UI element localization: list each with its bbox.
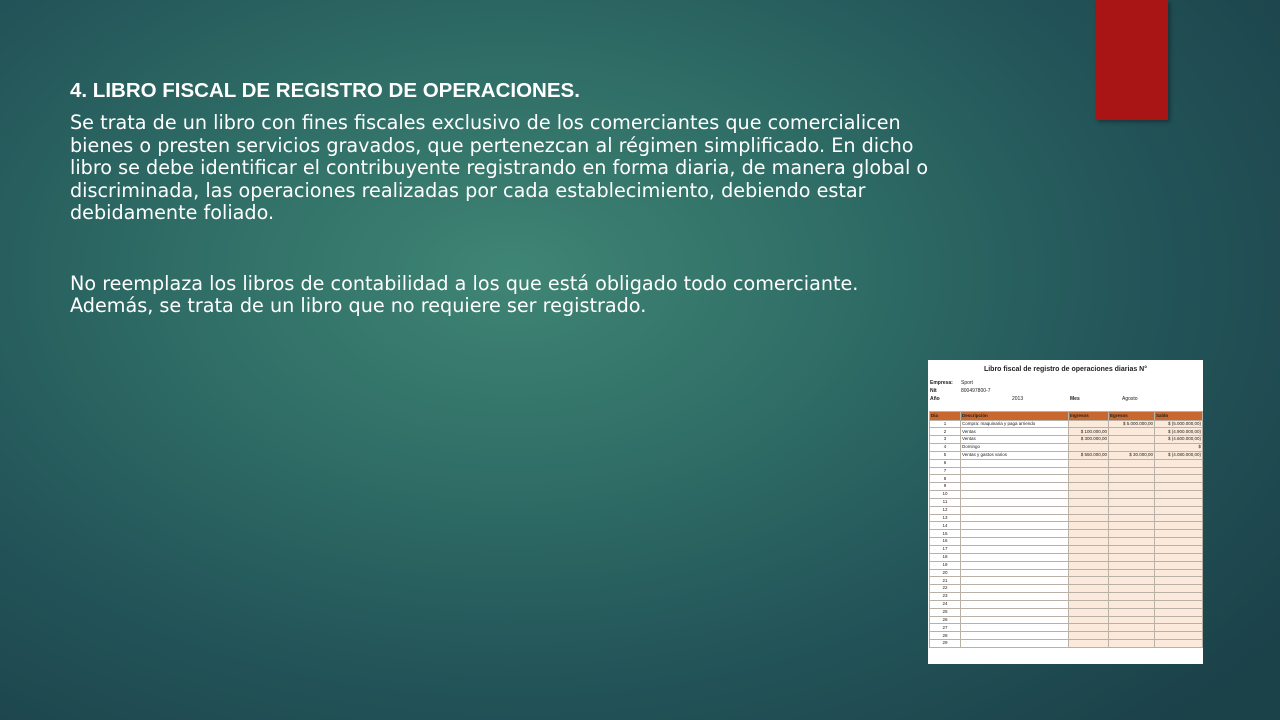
cell-saldo: $ (4.080.000,00) [1155,451,1203,459]
cell-descripcion: Ventas [961,436,1069,444]
cell-dia: 5 [930,451,961,459]
cell-dia: 28 [930,632,961,640]
cell-dia: 14 [930,522,961,530]
cell-egresos [1109,491,1155,499]
cell-ingresos [1069,640,1109,648]
cell-descripcion [961,514,1069,522]
cell-ingresos [1069,538,1109,546]
cell-ingresos [1069,624,1109,632]
table-row [930,553,1203,561]
table-row [930,522,1203,530]
spreadsheet-image [928,360,1203,664]
table-row [930,491,1203,499]
header-egresos: Egresos [1109,412,1155,421]
table-row [930,498,1203,506]
cell-ingresos [1069,577,1109,585]
table-row [930,483,1203,491]
cell-saldo [1155,506,1203,514]
table-row [930,475,1203,483]
cell-ingresos [1069,444,1109,452]
cell-ingresos [1069,561,1109,569]
paragraph-notes [70,273,950,318]
cell-saldo [1155,546,1203,554]
cell-dia: 10 [930,491,961,499]
mes-label: Mes [1070,396,1080,402]
cell-egresos [1109,483,1155,491]
cell-ingresos: $ 550.000,00 [1069,451,1109,459]
table-row [930,546,1203,554]
cell-dia: 13 [930,514,961,522]
cell-saldo [1155,593,1203,601]
cell-saldo [1155,475,1203,483]
cell-descripcion [961,561,1069,569]
header-descripcion: Descripción [961,412,1069,421]
cell-descripcion [961,632,1069,640]
cell-descripcion [961,475,1069,483]
cell-ingresos [1069,467,1109,475]
nit-label: Nit [930,388,937,394]
table-row [930,444,1203,452]
cell-dia: 9 [930,483,961,491]
cell-saldo: $ (4.900.000,00) [1155,428,1203,436]
cell-ingresos [1069,491,1109,499]
table-header-row [930,412,1203,421]
cell-saldo [1155,553,1203,561]
cell-descripcion [961,608,1069,616]
cell-descripcion [961,522,1069,530]
table-row [930,538,1203,546]
cell-dia: 25 [930,608,961,616]
cell-egresos: $ 5.000.000,00 [1109,420,1155,428]
cell-egresos [1109,561,1155,569]
cell-descripcion [961,553,1069,561]
table-row [930,459,1203,467]
cell-ingresos: $ 100.000,00 [1069,428,1109,436]
cell-dia: 11 [930,498,961,506]
header-dia: Dia [930,412,961,421]
slide-body [70,78,950,318]
cell-saldo: $ [1155,444,1203,452]
cell-egresos [1109,514,1155,522]
cell-descripcion [961,593,1069,601]
cell-descripcion [961,577,1069,585]
cell-egresos [1109,577,1155,585]
spreadsheet-title: Libro fiscal de registro de operaciones diarias N° [983,366,1148,373]
cell-egresos [1109,616,1155,624]
cell-egresos [1109,585,1155,593]
cell-saldo [1155,491,1203,499]
cell-egresos [1109,546,1155,554]
cell-egresos [1109,640,1155,648]
table-row [930,600,1203,608]
table-row [930,428,1203,436]
cell-egresos [1109,600,1155,608]
cell-saldo [1155,498,1203,506]
cell-dia: 4 [930,444,961,452]
anio-value: 2013 [1012,396,1024,402]
table-row [930,632,1203,640]
cell-saldo [1155,467,1203,475]
cell-ingresos [1069,608,1109,616]
cell-descripcion [961,530,1069,538]
cell-ingresos [1069,522,1109,530]
cell-descripcion [961,538,1069,546]
table-row [930,514,1203,522]
cell-saldo: $ (4.600.000,00) [1155,436,1203,444]
cell-egresos [1109,538,1155,546]
cell-saldo [1155,514,1203,522]
cell-dia: 6 [930,459,961,467]
cell-descripcion [961,506,1069,514]
table-row [930,640,1203,648]
cell-descripcion: Domingo [961,444,1069,452]
table-row [930,506,1203,514]
nit-value: 800497800-7 [961,388,991,394]
cell-saldo [1155,522,1203,530]
cell-dia: 16 [930,538,961,546]
cell-dia: 7 [930,467,961,475]
table-row [930,608,1203,616]
cell-dia: 24 [930,600,961,608]
cell-dia: 21 [930,577,961,585]
cell-ingresos [1069,420,1109,428]
cell-egresos [1109,593,1155,601]
cell-ingresos [1069,546,1109,554]
cell-egresos [1109,498,1155,506]
cell-descripcion [961,569,1069,577]
cell-saldo [1155,616,1203,624]
table-row [930,593,1203,601]
cell-egresos [1109,632,1155,640]
cell-dia: 12 [930,506,961,514]
cell-dia: 8 [930,475,961,483]
cell-dia: 17 [930,546,961,554]
cell-ingresos [1069,593,1109,601]
cell-descripcion [961,498,1069,506]
cell-descripcion [961,585,1069,593]
anio-label: Año [930,396,940,402]
cell-descripcion [961,491,1069,499]
cell-dia: 20 [930,569,961,577]
cell-saldo: $ (5.000.000,00) [1155,420,1203,428]
table-row [930,530,1203,538]
cell-ingresos: $ 300.000,00 [1069,436,1109,444]
cell-egresos [1109,624,1155,632]
cell-dia: 26 [930,616,961,624]
cell-descripcion [961,616,1069,624]
cell-saldo [1155,538,1203,546]
cell-ingresos [1069,600,1109,608]
cell-saldo [1155,459,1203,467]
cell-egresos [1109,553,1155,561]
cell-saldo [1155,585,1203,593]
cell-ingresos [1069,459,1109,467]
cell-egresos [1109,506,1155,514]
cell-ingresos [1069,498,1109,506]
cell-egresos [1109,522,1155,530]
table-row [930,420,1203,428]
paragraph-description: Se trata de un libro con fines fiscales exclusivo de los comerciantes que comercialicen bienes o presten servicios gravados, que pertenezcan al régimen simplificado. En dicho libro se debe identificar el contribuyente registrando en forma diaria, de manera global o discriminada, las operaciones realizadas por cada establecimiento, debiendo estar debidamente foliado. [70,111,929,224]
cell-saldo [1155,632,1203,640]
cell-saldo [1155,569,1203,577]
cell-dia: 19 [930,561,961,569]
cell-egresos [1109,569,1155,577]
empresa-value: Sport [961,380,973,386]
cell-egresos [1109,436,1155,444]
cell-descripcion: Compra: maquinaria y paga arriendo [961,420,1069,428]
mes-value: Agosto [1122,396,1138,402]
cell-egresos [1109,467,1155,475]
header-ingresos: Ingresos [1069,412,1109,421]
cell-dia: 22 [930,585,961,593]
cell-ingresos [1069,616,1109,624]
table-row [930,616,1203,624]
cell-saldo [1155,608,1203,616]
cell-egresos [1109,444,1155,452]
cell-descripcion [961,624,1069,632]
cell-egresos [1109,428,1155,436]
table-row [930,577,1203,585]
cell-descripcion [961,459,1069,467]
cell-descripcion [961,483,1069,491]
cell-ingresos [1069,530,1109,538]
cell-descripcion [961,600,1069,608]
cell-egresos [1109,459,1155,467]
cell-ingresos [1069,632,1109,640]
cell-dia: 15 [930,530,961,538]
cell-saldo [1155,577,1203,585]
cell-saldo [1155,483,1203,491]
header-saldo: Saldo [1155,412,1203,421]
cell-dia: 27 [930,624,961,632]
table-row [930,569,1203,577]
table-row [930,624,1203,632]
table-row [930,585,1203,593]
cell-dia: 29 [930,640,961,648]
cell-dia: 1 [930,420,961,428]
cell-saldo [1155,530,1203,538]
cell-dia: 23 [930,593,961,601]
cell-ingresos [1069,514,1109,522]
cell-descripcion: Ventas y gastos varios [961,451,1069,459]
cell-ingresos [1069,585,1109,593]
empresa-label: Empresa: [930,380,953,386]
cell-dia: 2 [930,428,961,436]
cell-egresos: $ 30.000,00 [1109,451,1155,459]
cell-dia: 18 [930,553,961,561]
cell-descripcion [961,467,1069,475]
cell-descripcion [961,546,1069,554]
cell-descripcion [961,640,1069,648]
table-row [930,436,1203,444]
cell-ingresos [1069,483,1109,491]
cell-saldo [1155,561,1203,569]
paragraph-not-replace: No reemplaza los libros de contabilidad a los que está obligado todo comerciante. [70,271,859,295]
red-accent-bar [1096,0,1168,120]
cell-ingresos [1069,506,1109,514]
cell-saldo [1155,600,1203,608]
cell-descripcion: Ventas [961,428,1069,436]
cell-egresos [1109,608,1155,616]
table-row [930,451,1203,459]
table-row [930,467,1203,475]
cell-saldo [1155,640,1203,648]
cell-saldo [1155,624,1203,632]
cell-dia: 3 [930,436,961,444]
table-row [930,561,1203,569]
paragraph-not-registered: Además, se trata de un libro que no requiere ser registrado. [70,294,647,317]
cell-ingresos [1069,553,1109,561]
cell-ingresos [1069,475,1109,483]
operations-table [929,411,1203,648]
slide-title: 4. LIBRO FISCAL DE REGISTRO DE OPERACIONES. [70,79,580,102]
cell-ingresos [1069,569,1109,577]
cell-egresos [1109,475,1155,483]
cell-egresos [1109,530,1155,538]
